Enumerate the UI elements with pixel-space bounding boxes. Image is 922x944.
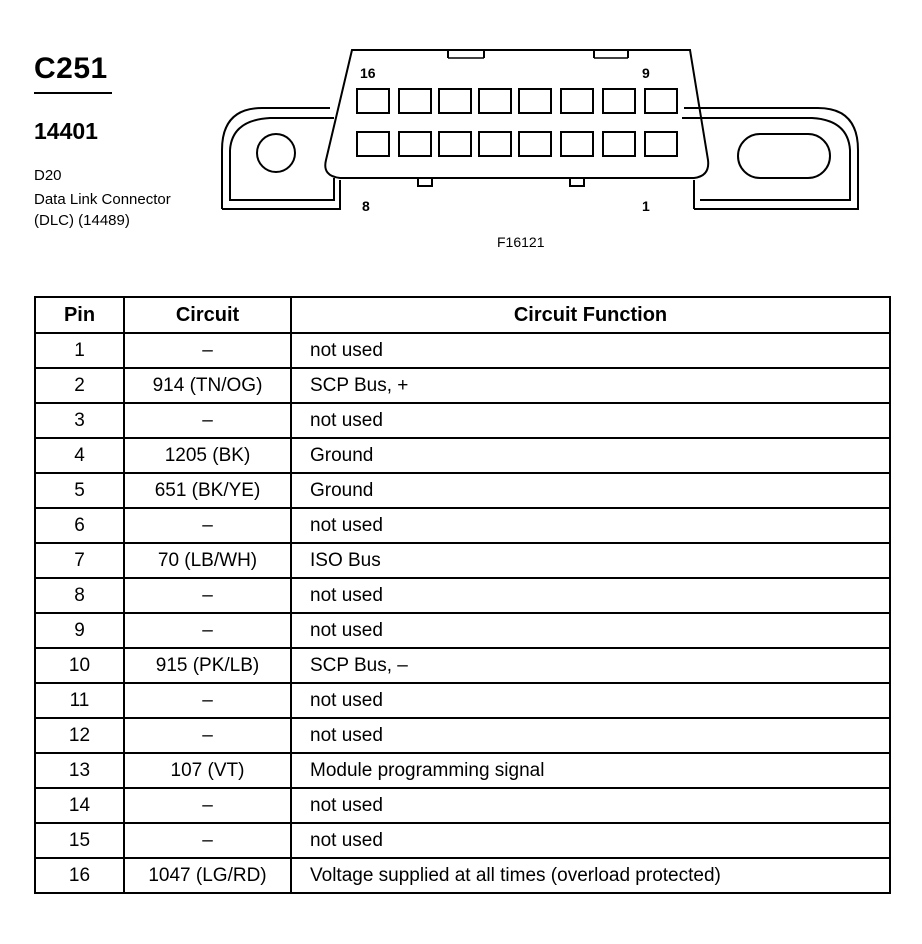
circuit-cell: – (124, 823, 291, 858)
circuit-cell: – (124, 613, 291, 648)
pin-cell: 8 (35, 578, 124, 613)
table-row (35, 403, 890, 438)
table-row (35, 368, 890, 403)
pin-cell: 4 (35, 438, 124, 473)
table-row (35, 508, 890, 543)
table-row (35, 578, 890, 613)
pin-cell: 3 (35, 403, 124, 438)
pin-cell: 5 (35, 473, 124, 508)
function-cell: Module programming signal (291, 753, 890, 788)
description-line-2: (DLC) (14489) (34, 212, 130, 229)
slot-mounting-hole (738, 134, 830, 178)
connector-diagram (0, 0, 922, 280)
pin-cavities-bottom-row (357, 132, 677, 156)
table-row (35, 788, 890, 823)
pin-cell: 15 (35, 823, 124, 858)
function-cell: not used (291, 718, 890, 753)
circuit-cell: – (124, 578, 291, 613)
function-cell: ISO Bus (291, 543, 890, 578)
pin-cell: 9 (35, 613, 124, 648)
table-row (35, 753, 890, 788)
connector-flange (222, 108, 858, 209)
pin-cell: 1 (35, 333, 124, 368)
function-cell: not used (291, 578, 890, 613)
function-cell: not used (291, 683, 890, 718)
pin-label-9: 9 (642, 65, 650, 81)
round-mounting-hole (257, 134, 295, 172)
pin-cell: 7 (35, 543, 124, 578)
pinout-table (34, 296, 891, 894)
pin-cell: 6 (35, 508, 124, 543)
pin-cell: 10 (35, 648, 124, 683)
function-cell: not used (291, 788, 890, 823)
pin-cell: 16 (35, 858, 124, 893)
pin-label-16: 16 (360, 65, 376, 81)
pin-label-1: 1 (642, 198, 650, 214)
function-cell: not used (291, 508, 890, 543)
pin-label-8: 8 (362, 198, 370, 214)
circuit-cell: 1047 (LG/RD) (124, 858, 291, 893)
circuit-cell: 651 (BK/YE) (124, 473, 291, 508)
table-row (35, 473, 890, 508)
circuit-cell: 107 (VT) (124, 753, 291, 788)
function-cell: Ground (291, 438, 890, 473)
table-row (35, 613, 890, 648)
pin-cavities-top-row (357, 89, 677, 113)
table-row (35, 438, 890, 473)
pin-cell: 2 (35, 368, 124, 403)
table-header-row (35, 297, 890, 333)
table-row (35, 858, 890, 893)
function-cell: Ground (291, 473, 890, 508)
table-row (35, 683, 890, 718)
function-cell: not used (291, 333, 890, 368)
function-cell: not used (291, 613, 890, 648)
circuit-cell: – (124, 788, 291, 823)
function-cell: not used (291, 403, 890, 438)
table-row (35, 823, 890, 858)
connector-id: C251 (34, 52, 108, 85)
description-line-1: Data Link Connector (34, 191, 171, 208)
pin-cell: 11 (35, 683, 124, 718)
circuit-cell: 70 (LB/WH) (124, 543, 291, 578)
header-circuit: Circuit (124, 297, 291, 333)
header-pin: Pin (35, 297, 124, 333)
pin-cell: 13 (35, 753, 124, 788)
function-cell: SCP Bus, – (291, 648, 890, 683)
circuit-cell: – (124, 508, 291, 543)
part-number: 14401 (34, 118, 98, 144)
function-cell: Voltage supplied at all times (overload protected) (291, 858, 890, 893)
pin-cell: 14 (35, 788, 124, 823)
circuit-cell: 914 (TN/OG) (124, 368, 291, 403)
circuit-cell: 1205 (BK) (124, 438, 291, 473)
table-row (35, 333, 890, 368)
function-cell: SCP Bus, + (291, 368, 890, 403)
pin-cell: 12 (35, 718, 124, 753)
circuit-cell: – (124, 333, 291, 368)
figure-id: F16121 (497, 234, 545, 250)
circuit-cell: 915 (PK/LB) (124, 648, 291, 683)
function-cell: not used (291, 823, 890, 858)
header-function: Circuit Function (291, 297, 890, 333)
circuit-cell: – (124, 718, 291, 753)
table-row (35, 543, 890, 578)
circuit-cell: – (124, 683, 291, 718)
table-row (35, 718, 890, 753)
table-row (35, 648, 890, 683)
circuit-cell: – (124, 403, 291, 438)
location-code: D20 (34, 167, 62, 184)
